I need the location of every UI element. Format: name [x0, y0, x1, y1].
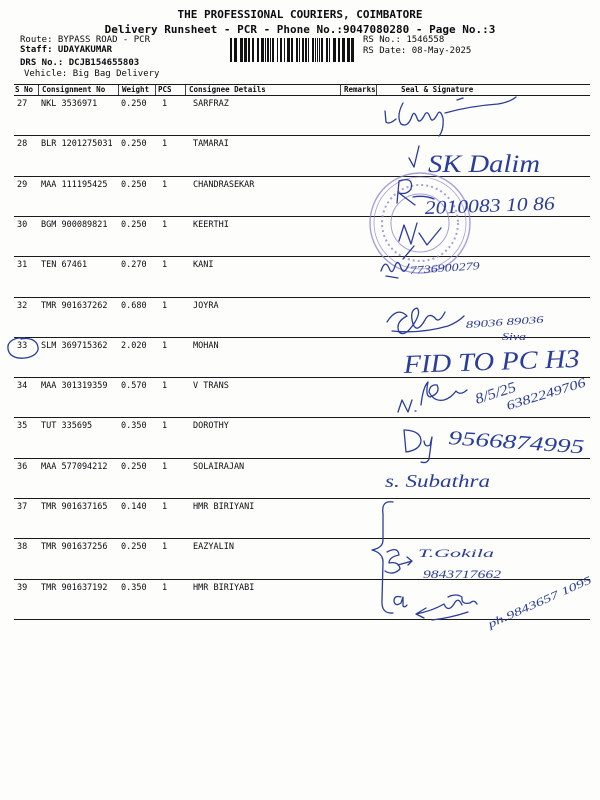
row-seal-signature: [376, 177, 590, 216]
row-seal-signature: [376, 418, 590, 458]
row-seal-signature: [376, 459, 590, 498]
row-pcs: 1: [162, 421, 168, 431]
row-sno: 32: [17, 301, 28, 311]
table-row: [14, 459, 590, 499]
handwritten-phone-row-38: 9843717662: [423, 567, 501, 581]
row-weight: 0.350: [121, 421, 147, 431]
table-row: [14, 177, 590, 217]
row-consignment-no: TMR 901637165: [41, 502, 108, 512]
drs-value: DCJB154655803: [68, 58, 140, 68]
row-consignee: V TRANS: [193, 381, 229, 391]
table-row: [14, 499, 590, 539]
row-weight: 0.250: [121, 99, 147, 109]
row-weight: 0.250: [121, 542, 147, 552]
row-weight: 0.570: [121, 381, 147, 391]
barcode-bar: [287, 38, 290, 62]
row-pcs: 1: [162, 583, 168, 593]
table-row: [14, 338, 590, 378]
barcode-bar: [248, 38, 250, 62]
barcode-bar: [265, 38, 266, 62]
barcode-bar: [308, 38, 309, 62]
row-consignment-no: TEN 67461: [41, 260, 88, 270]
vehicle-label: Vehicle:: [24, 69, 68, 79]
row-sno: 36: [17, 462, 28, 472]
row-consignment-no: TMR 901637192: [41, 583, 108, 593]
row-pcs: 1: [162, 301, 168, 311]
barcode-bar: [315, 38, 316, 62]
row-consignee: JOYRA: [193, 301, 219, 311]
handwritten-phone-row-31: 7736900279: [409, 261, 466, 277]
row-pcs: 1: [162, 542, 168, 552]
row-pcs: 1: [162, 180, 168, 190]
staff-value: UDAYAKUMAR: [57, 45, 113, 55]
route-value: BYPASS ROAD - PCR: [57, 35, 151, 45]
rs-date-value: 08-May-2025: [411, 46, 472, 56]
runsheet-title: Delivery Runsheet - PCR - Phone No.:9047080280 - Page No.:3: [104, 23, 496, 36]
staff-line: [20, 46, 112, 55]
table-row: [14, 418, 590, 459]
barcode-bar: [230, 38, 232, 62]
table-row: [14, 298, 590, 338]
row-consignee: EAZYALIN: [193, 542, 234, 552]
col-header-consignment-no: Consignment No: [38, 85, 118, 95]
row-weight: 0.140: [121, 502, 147, 512]
table-row: [14, 136, 590, 177]
row-sno: 30: [17, 220, 28, 230]
row-seal-signature: [376, 257, 590, 297]
barcode-bar: [319, 38, 320, 62]
row-seal-signature: [376, 217, 590, 256]
barcode-bar: [270, 38, 271, 62]
col-header-sno: S No: [15, 85, 34, 94]
handwritten-note-row-33: FID TO PC H3: [403, 344, 565, 379]
barcode-bar: [351, 38, 354, 62]
row-sno: 29: [17, 180, 28, 190]
route-label: Route:: [20, 35, 53, 45]
barcode-bar: [329, 38, 330, 62]
row-consignment-no: MAA 111195425: [41, 180, 108, 190]
rs-no-value: 1546558: [406, 35, 445, 45]
barcode-bar: [291, 38, 293, 62]
row-weight: 0.350: [121, 583, 147, 593]
row-pcs: 1: [162, 220, 168, 230]
rs-date-line: [363, 47, 471, 56]
barcode-bar: [342, 38, 345, 62]
row-consignee: SOLAIRAJAN: [193, 462, 245, 472]
row-consignment-no: BLR 1201275031: [41, 139, 113, 149]
handwritten-name-row-38: T.Gokila: [418, 546, 494, 560]
table-row: [14, 378, 590, 418]
row-consignee: HMR BIRIYANI: [193, 502, 255, 512]
handwritten-phone-row-34: 6382249706: [504, 379, 572, 413]
row-consignment-no: SLM 369715362: [41, 341, 108, 351]
handwritten-phone-row-39: ph.9843657 1095: [486, 588, 562, 631]
barcode-bar: [312, 38, 314, 62]
row-pcs: 1: [162, 502, 168, 512]
barcode-bar: [347, 38, 350, 62]
col-header-weight: Weight: [118, 85, 155, 95]
row-consignment-no: NKL 3536971: [41, 99, 98, 109]
row-seal-signature: [376, 136, 590, 176]
row-consignee: CHANDRASEKAR: [193, 180, 255, 190]
handwritten-name-row-32: Siva: [502, 332, 526, 343]
row-seal-signature: [376, 338, 590, 377]
company-title: THE PROFESSIONAL COURIERS, COIMBATORE: [177, 8, 423, 21]
row-sno: 27: [17, 99, 28, 109]
signature-text-row-28: SK Dalim: [428, 151, 540, 178]
barcode-bar: [240, 38, 243, 62]
table-row: [14, 217, 590, 257]
barcode-bar: [252, 38, 254, 62]
handwritten-date-row-34: 8/5/25: [473, 380, 515, 408]
row-weight: 0.250: [121, 139, 147, 149]
table-row: [14, 539, 590, 580]
row-seal-signature: [376, 96, 590, 135]
row-sno: 34: [17, 381, 28, 391]
barcode-bar: [296, 38, 298, 62]
row-consignee: KANI: [193, 260, 214, 270]
barcode-bar: [299, 38, 300, 62]
barcode-bar: [267, 38, 269, 62]
col-header-seal-signature: Seal & Signature: [376, 85, 590, 95]
row-sno: 35: [17, 421, 28, 431]
barcode-bar: [317, 38, 318, 62]
row-pcs: 1: [162, 139, 168, 149]
row-weight: 0.250: [121, 180, 147, 190]
col-header-remarks: Remarks: [340, 85, 376, 95]
rs-number-line: [363, 36, 444, 45]
vehicle-value: Big Bag Delivery: [72, 69, 160, 79]
row-consignee: MOHAN: [193, 341, 219, 351]
row-consignment-no: TUT 335695: [41, 421, 93, 431]
row-consignee: HMR BIRIYABI: [193, 583, 255, 593]
handwritten-phone-row-32: 89036 89036: [465, 316, 519, 331]
row-weight: 0.250: [121, 220, 147, 230]
row-pcs: 1: [162, 381, 168, 391]
row-sno: 33: [17, 341, 28, 351]
row-consignee: SARFRAZ: [193, 99, 229, 109]
barcode-bar: [284, 38, 285, 62]
row-sno: 39: [17, 583, 28, 593]
row-pcs: 1: [162, 99, 168, 109]
handwritten-phone-row-35: 9566874995: [447, 427, 549, 456]
drs-number-line: [20, 59, 139, 68]
barcode-bar: [234, 38, 237, 62]
table-row: [14, 96, 590, 136]
row-seal-signature: [376, 298, 590, 337]
row-consignee: TAMARAI: [193, 139, 229, 149]
handwritten-name-row-36: s. Subathra: [385, 471, 490, 491]
col-header-consignee: Consignee Details: [185, 85, 340, 95]
row-consignment-no: MAA 301319359: [41, 381, 108, 391]
drs-label: DRS No.:: [20, 58, 64, 68]
row-seal-signature: [376, 580, 590, 619]
row-weight: 0.250: [121, 462, 147, 472]
table-row: [14, 257, 590, 298]
barcode-bar: [326, 38, 328, 62]
barcode-bar: [272, 38, 274, 62]
vehicle-line: [24, 70, 159, 79]
barcode-bar: [321, 38, 323, 62]
staff-label: Staff:: [20, 45, 53, 55]
row-consignment-no: BGM 900089821: [41, 220, 108, 230]
row-sno: 28: [17, 139, 28, 149]
barcode-bar: [261, 38, 264, 62]
row-pcs: 1: [162, 462, 168, 472]
barcode-bar: [302, 38, 304, 62]
barcode-bar: [305, 38, 307, 62]
row-sno: 31: [17, 260, 28, 270]
row-seal-signature: [376, 378, 590, 417]
runsheet-table: [14, 84, 590, 624]
row-seal-signature: [376, 539, 590, 579]
row-consignment-no: TMR 901637256: [41, 542, 108, 552]
handwritten-number-row-29: 2010083 10 86: [424, 194, 540, 219]
barcode-bar: [277, 38, 278, 62]
row-weight: 2.020: [121, 341, 147, 351]
route-line: [20, 36, 150, 45]
row-pcs: 1: [162, 341, 168, 351]
table-header: [14, 84, 590, 96]
barcode: [230, 38, 356, 62]
col-header-pcs: PCS: [155, 85, 185, 95]
barcode-bar: [257, 38, 259, 62]
row-sno: 38: [17, 542, 28, 552]
row-consignment-no: TMR 901637262: [41, 301, 108, 311]
row-weight: 0.270: [121, 260, 147, 270]
barcode-bar: [244, 38, 247, 62]
row-consignee: KEERTHI: [193, 220, 229, 230]
row-pcs: 1: [162, 260, 168, 270]
rs-date-label: RS Date:: [363, 46, 407, 56]
barcode-bar: [333, 38, 336, 62]
barcode-bar: [338, 38, 340, 62]
table-row: [14, 580, 590, 620]
row-consignee: DOROTHY: [193, 421, 229, 431]
row-weight: 0.680: [121, 301, 147, 311]
row-sno: 37: [17, 502, 28, 512]
row-consignment-no: MAA 577094212: [41, 462, 108, 472]
barcode-bar: [280, 38, 282, 62]
rs-no-label: RS No.:: [363, 35, 401, 45]
row-seal-signature: [376, 499, 590, 538]
